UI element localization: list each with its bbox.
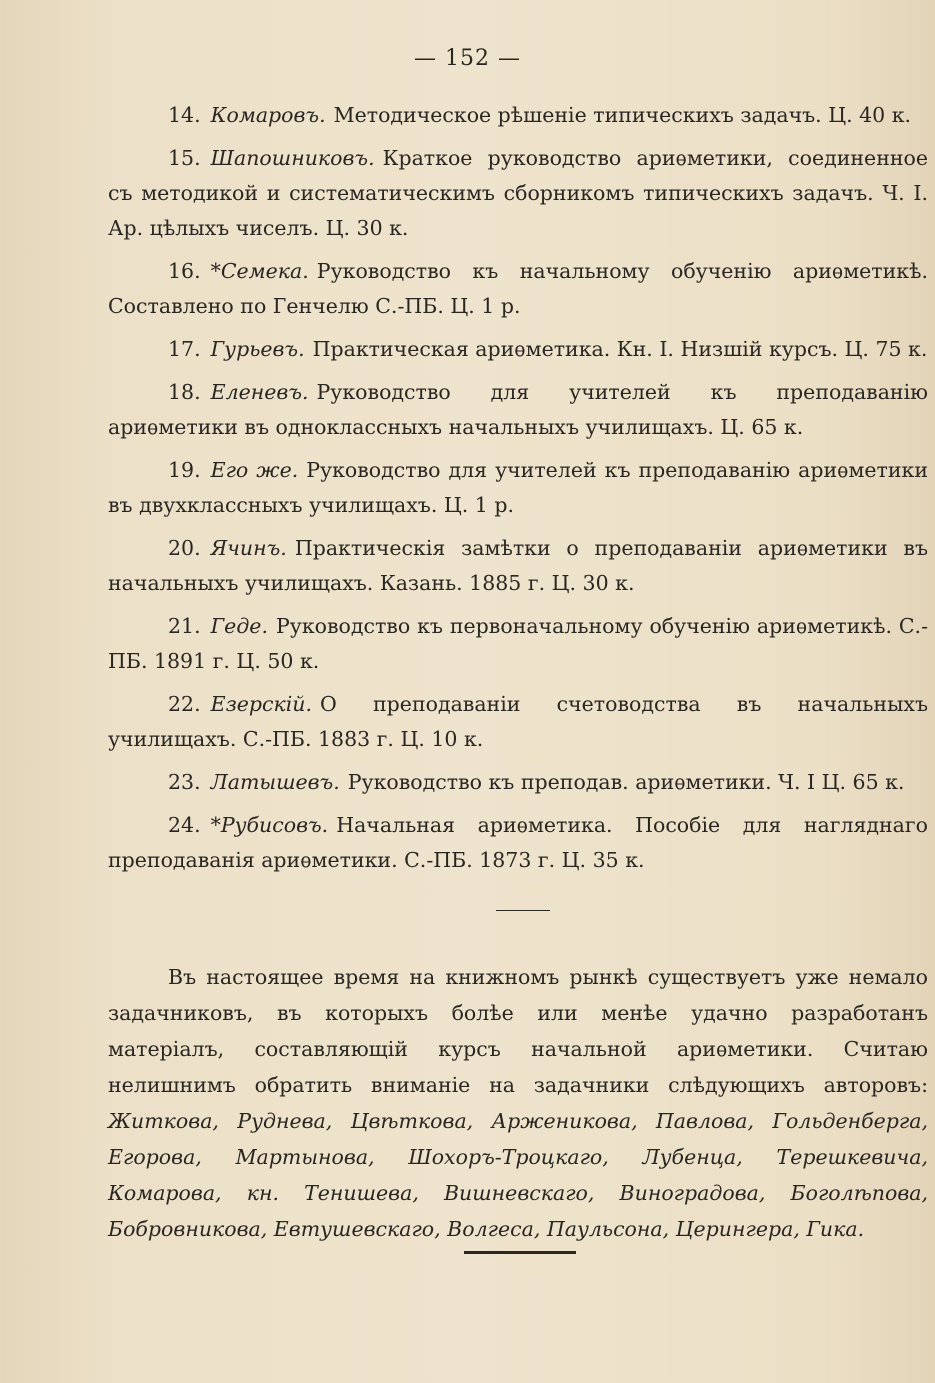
entry-number: 21.: [168, 614, 201, 638]
bibliography-entry-15: [108, 141, 928, 246]
paragraph-text: Въ настоящее время на книжномъ рынкѣ существуетъ уже немало задачниковъ, въ которыхъ болѣе или менѣе удачно разработанъ матеріалъ, составляющій курсъ начальной ариѳметики. Считаю нелишнимъ обратить вниманіе на задачники слѣдующихъ авторовъ:: [108, 964, 928, 1097]
entry-number: 24.: [168, 813, 201, 837]
bibliography-entry-21: [108, 609, 928, 679]
entry-author: Еленевъ.: [210, 380, 309, 404]
bibliography-list: [108, 98, 928, 886]
entry-text: Руководство къ первоначальному обученію ариѳметикѣ. С.-ПБ. 1891 г. Ц. 50 к.: [108, 614, 928, 673]
entry-number: 17.: [168, 337, 201, 361]
entry-text: Руководство къ преподав. ариѳметики. Ч. I Ц. 65 к.: [347, 770, 905, 794]
section-divider: [496, 910, 550, 911]
bibliography-entry-20: [108, 531, 928, 601]
entry-number: 20.: [168, 536, 201, 560]
bibliography-entry-17: [108, 332, 928, 367]
entry-number: 16.: [168, 259, 201, 283]
entry-number: 22.: [168, 692, 201, 716]
bibliography-entry-14: [108, 98, 928, 133]
page-number: — 152 —: [414, 46, 521, 71]
entry-text: Практическая ариѳметика. Кн. I. Низшій курсъ. Ц. 75 к.: [312, 337, 928, 361]
bibliography-entry-16: [108, 254, 928, 324]
body-paragraph: [108, 959, 928, 1247]
entry-author: *Рубисовъ.: [210, 813, 329, 837]
entry-author: Гурьевъ.: [210, 337, 305, 361]
entry-text: Руководство къ начальному обученію ариѳметикѣ. Составлено по Генчелю С.-ПБ. Ц. 1 р.: [108, 259, 928, 318]
entry-author: Его же.: [210, 458, 299, 482]
entry-author: Шапошниковъ.: [210, 146, 375, 170]
bibliography-entry-23: [108, 765, 928, 800]
bibliography-entry-18: [108, 375, 928, 445]
entry-text: Практическія замѣтки о преподаваніи ариѳметики въ начальныхъ училищахъ. Казань. 1885 г. Ц. 30 к.: [108, 536, 928, 595]
entry-author: Ячинъ.: [210, 536, 287, 560]
entry-text: Методическое рѣшеніе типическихъ задачъ. Ц. 40 к.: [333, 103, 912, 127]
entry-text: Руководство для учителей къ преподаванію ариѳметики въ двухклассныхъ училищахъ. Ц. 1 р.: [108, 458, 929, 517]
entry-number: 19.: [168, 458, 201, 482]
entry-author: Езерскій.: [210, 692, 313, 716]
entry-text: Руководство для учителей къ преподаванію ариѳметики въ одноклассныхъ начальныхъ училищахъ. Ц. 65 к.: [108, 380, 928, 439]
entry-author: *Семека.: [210, 259, 309, 283]
entry-author: Комаровъ.: [210, 103, 326, 127]
entry-number: 18.: [168, 380, 201, 404]
entry-text: Краткое руководство ариѳметики, соединенное съ методикой и систематическимъ сборникомъ типическихъ задачъ. Ч. I. Ар. цѣлыхъ чиселъ. Ц. 30 к.: [108, 146, 928, 240]
entry-number: 23.: [168, 770, 201, 794]
author-names-list: Житкова, Руднева, Цвѣткова, Арженикова, Павлова, Гольденберга, Егорова, Мартынова, Шохоръ-Троцкаго, Лубенца, Терешкевича, Комарова, кн. Тенишева, Вишневскаго, Виноградова, Боголѣпова, Бобровникова, Евтушевскаго, Волгеса, Паульсона, Церингера, Гика.: [108, 1108, 928, 1241]
bibliography-entry-24: [108, 808, 928, 878]
entry-text: О преподаваніи счетоводства въ начальныхъ училищахъ. С.-ПБ. 1883 г. Ц. 10 к.: [108, 692, 928, 751]
entry-number: 14.: [168, 103, 201, 127]
bibliography-entry-19: [108, 453, 928, 523]
entry-text: Начальная ариѳметика. Пособіе для нагляднаго преподаванія ариѳметики. С.-ПБ. 1873 г. Ц. 35 к.: [108, 813, 928, 872]
entry-number: 15.: [168, 146, 201, 170]
entry-author: Геде.: [210, 614, 268, 638]
end-divider: [464, 1251, 576, 1254]
entry-author: Латышевъ.: [210, 770, 340, 794]
bibliography-entry-22: [108, 687, 928, 757]
